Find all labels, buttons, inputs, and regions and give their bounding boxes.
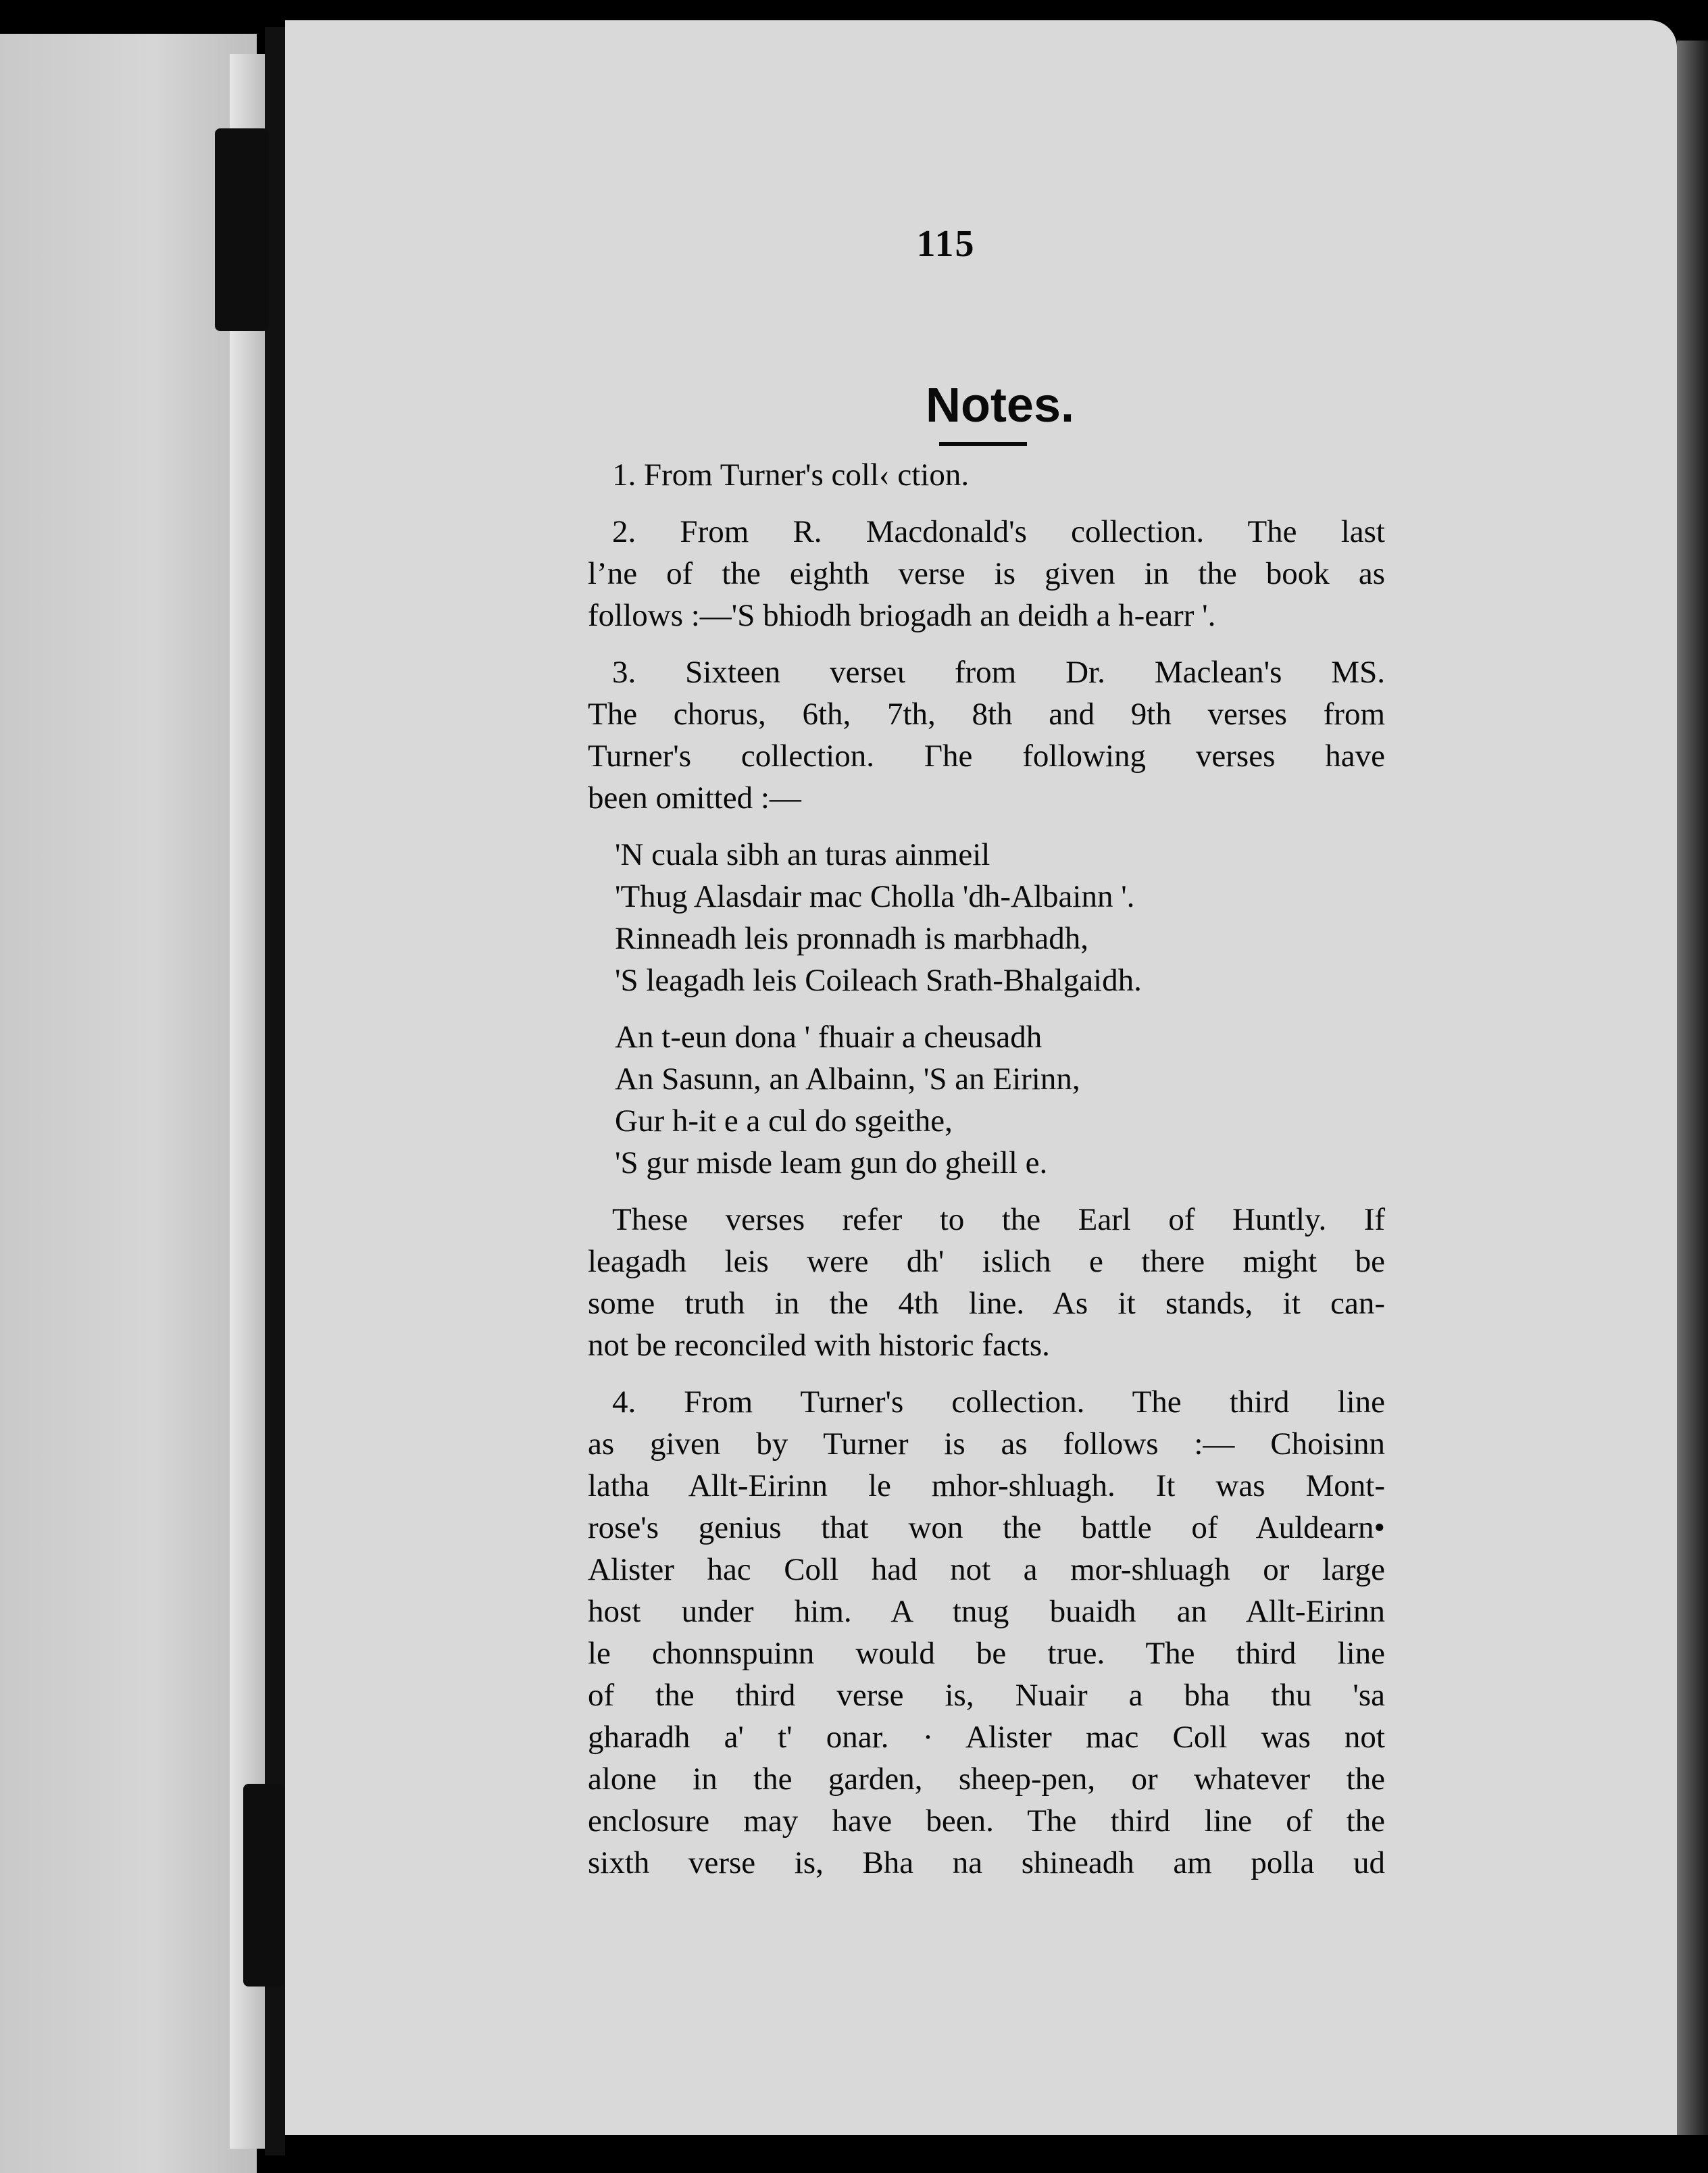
text-line: enclosure may have been. The third line of the	[588, 1803, 1385, 1839]
text-line: These verses refer to the Earl of Huntly. If	[612, 1202, 1385, 1237]
text-line: alone in the garden, sheep-pen, or whatever the	[588, 1762, 1385, 1797]
text-line: follows :—'S bhiodh briogadh an deidh a h-earr '.	[588, 598, 1216, 633]
text-line: leagadh leis were dh' islich e there might be	[588, 1244, 1385, 1279]
text-line: The chorus, 6th, 7th, 8th and 9th verses from	[588, 697, 1385, 732]
verse-line: 'Thug Alasdair mac Cholla 'dh-Albainn '.	[615, 879, 1135, 914]
text-line: rose's genius that won the battle of Auldearn•	[588, 1510, 1385, 1545]
note-1	[588, 454, 1385, 496]
text-line: 1. From Turner's coll‹ ction.	[612, 457, 970, 493]
heading-rule	[939, 442, 1027, 446]
text-line: 2. From R. Macdonald's collection. The last	[612, 514, 1385, 549]
verse-line: 'S leagadh leis Coileach Srath-Bhalgaidh.	[615, 963, 1142, 998]
text-line: Turner's collection. Γhe following verses have	[588, 739, 1385, 774]
text-line: l’ne of the eighth verse is given in the book as	[588, 556, 1385, 591]
verse-stanza-1	[588, 834, 1385, 1001]
page-number: 115	[916, 223, 976, 265]
text-line: as given by Turner is as follows :— Choisinn	[588, 1426, 1385, 1462]
text-line: of the third verse is, Nuair a bha thu 'sa	[588, 1678, 1385, 1713]
binding-tear-top	[215, 128, 269, 331]
verse-line: 'N cuala sibh an turas ainmeil	[615, 837, 990, 872]
text-line: host under him. A tnug buaidh an Allt-Eirinn	[588, 1594, 1385, 1629]
text-line: le chonnspuinn would be true. The third line	[588, 1636, 1385, 1671]
note-3-commentary	[588, 1199, 1385, 1366]
text-line: Alister hac Coll had not a mor-shluagh or large	[588, 1552, 1385, 1587]
page-edge-shadow	[1677, 41, 1708, 2135]
text-line: sixth verse is, Bha na shineadh am polla ud	[588, 1845, 1385, 1880]
text-line: latha Allt-Eirinn le mhor-shluagh. It was Mont-	[588, 1468, 1385, 1503]
facing-page-fragment	[0, 34, 257, 2173]
text-line: some truth in the 4th line. As it stands, it can-	[588, 1286, 1385, 1321]
note-2	[588, 511, 1385, 636]
verse-line: An t-eun dona ' fhuair a cheusadh	[615, 1020, 1043, 1055]
verse-line: Gur h-it e a cul do sgeithe,	[615, 1103, 953, 1139]
text-line: not be reconciled with historic facts.	[588, 1328, 1050, 1363]
binding-tear-bottom	[243, 1784, 284, 1987]
text-line: 4. From Turner's collection. The third line	[612, 1384, 1385, 1420]
verse-stanza-2	[588, 1016, 1385, 1184]
page-heading: Notes.	[925, 378, 1075, 432]
text-line: gharadh a' t' onar. · Alister mac Coll was not	[588, 1720, 1385, 1755]
page-text	[588, 223, 1385, 1884]
note-3	[588, 651, 1385, 819]
note-4	[588, 1381, 1385, 1884]
verse-line: An Sasunn, an Albainn, 'S an Eirinn,	[615, 1061, 1080, 1097]
text-line: 3. Sixteen verseι from Dr. Maclean's MS.	[612, 655, 1385, 690]
text-line: been omitted :—	[588, 780, 801, 816]
verse-line: Rinneadh leis pronnadh is marbhadh,	[615, 921, 1088, 956]
verse-line: 'S gur misde leam gun do gheill e.	[615, 1145, 1048, 1180]
